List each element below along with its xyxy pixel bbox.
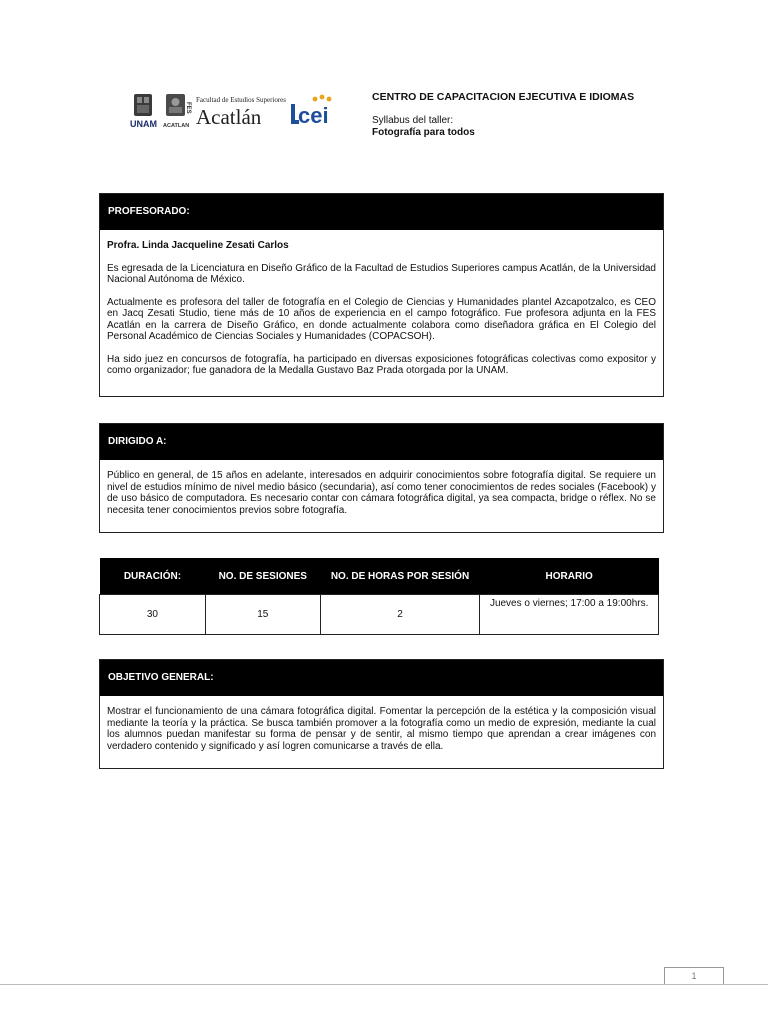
footer-divider	[0, 984, 768, 985]
section-title-profesorado: PROFESORADO:	[100, 194, 663, 230]
fes-logo-text: Facultad de Estudios Superiores	[196, 96, 287, 104]
dirigido-text: Público en general, de 15 años en adelante, interesados en adquirir conocimientos sobre fotografía digital. Se requiere un nivel de estudios mínimo de nivel medio básico (secundaria), así como tener conocimientos de redes sociales (Facebook) y de uso básico de computadora. Es necesario contar con cámara fotográfica digital, ya sea compacta, bridge o réflex. No se necesita tener conocimientos previos sobre fotografía.	[107, 470, 656, 516]
section-objetivo	[99, 659, 664, 769]
value-sesiones: 15	[205, 595, 320, 635]
unam-logo-text: UNAM	[130, 119, 157, 129]
profesorado-paragraph: Actualmente es profesora del taller de fotografía en el Colegio de Ciencias y Humanidades plantel Azcapotzalco, es CEO en Jacq Zesati Studio, tiene más de 10 años de experiencia en el campo fotográfico. Fue profesora adjunta en la FES Acatlán en la carrera de Diseño Gráfico, en donde actualmente colabora como diseñadora gráfica en El Colegio del Personal Académico de Ciencias Sociales y Humanidades (COPACSOH).	[107, 296, 656, 342]
profesorado-paragraph: Es egresada de la Licenciatura en Diseño Gráfico de la Facultad de Estudios Superiores campus Acatlán, de la Universidad Nacional Autónoma de México.	[107, 262, 656, 285]
header-horas: NO. DE HORAS POR SESIÓN	[320, 558, 480, 595]
fes-letters: FES	[185, 102, 191, 114]
institution-logos	[130, 92, 345, 132]
cei-logo-text: cei	[298, 103, 329, 128]
objetivo-text: Mostrar el funcionamiento de una cámara fotográfica digital. Fomentar la percepción de la estética y la composición visual mediante la teoría y la práctica. Se busca también promover a la fotografía como un medio de expresión, mediante la cual los alumnos puedan manifestar su forma de pensar y de sentir, al mismo tiempo que aprendan a crear imágenes con verdadero contenido y significado y así logren comunicarse a través de ella.	[107, 706, 656, 752]
acatlan-small-text: ACATLAN	[163, 123, 190, 129]
unam-shield-icon	[134, 94, 152, 116]
table-row	[100, 595, 659, 635]
acatlan-logo-text: Acatlán	[196, 105, 262, 129]
value-horas: 2	[320, 595, 480, 635]
value-horario: Jueves o viernes; 17:00 a 19:00hrs.	[480, 595, 659, 635]
course-name: Fotografía para todos	[372, 127, 475, 138]
table-header-row	[100, 558, 659, 595]
section-profesorado	[99, 193, 664, 397]
teacher-name: Profra. Linda Jacqueline Zesati Carlos	[107, 240, 289, 251]
logos-svg	[130, 92, 345, 132]
page-number: 1	[664, 967, 724, 984]
section-body-dirigido	[100, 460, 663, 526]
syllabus-label: Syllabus del taller:	[372, 115, 454, 126]
center-name: CENTRO DE CAPACITACION EJECUTIVA E IDIOMAS	[372, 91, 635, 103]
document-header	[130, 92, 670, 142]
course-info-table	[99, 558, 659, 635]
section-title-dirigido: DIRIGIDO A:	[100, 424, 663, 460]
section-body-objetivo	[100, 696, 663, 762]
fes-shield-icon	[166, 94, 185, 116]
header-horario: HORARIO	[480, 558, 659, 595]
section-body-profesorado	[100, 230, 663, 387]
value-duracion: 30	[100, 595, 206, 635]
header-text-block	[372, 92, 634, 138]
header-sesiones: NO. DE SESIONES	[205, 558, 320, 595]
profesorado-paragraph: Ha sido juez en concursos de fotografía, ha participado en diversas exposiciones fotográficas colectivas como expositor y como organizador; fue ganadora de la Medalla Gustavo Baz Prada otorgada por la UNAM.	[107, 353, 656, 376]
section-title-objetivo: OBJETIVO GENERAL:	[100, 660, 663, 696]
section-dirigido	[99, 423, 664, 533]
header-duracion: DURACIÓN:	[100, 558, 206, 595]
